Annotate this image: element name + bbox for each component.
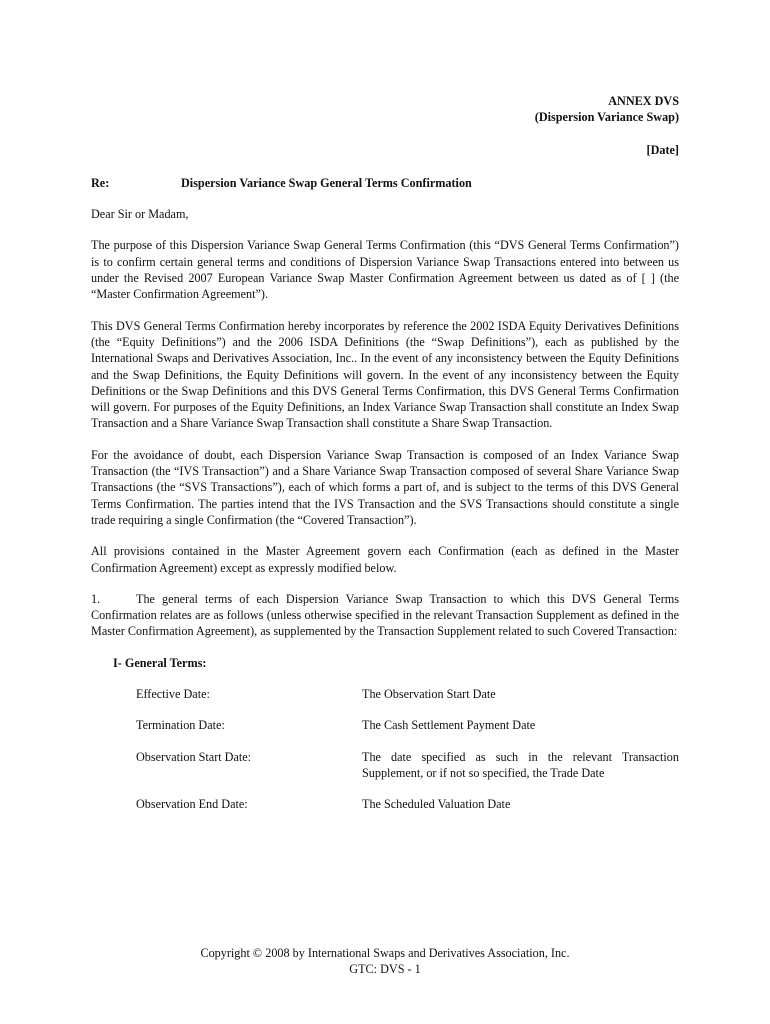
re-subject: Dispersion Variance Swap General Terms Confirmation (181, 175, 472, 190)
term-label: Observation End Date: (136, 797, 248, 812)
term-row (136, 749, 679, 782)
term-row (136, 686, 679, 702)
term-value: The Cash Settlement Payment Date (362, 718, 536, 733)
page-footer (0, 945, 770, 978)
copyright-notice: Copyright © 2008 by International Swaps and Derivatives Association, Inc. (200, 946, 570, 960)
term-label: Termination Date: (136, 718, 225, 733)
salutation: Dear Sir or Madam, (91, 207, 189, 222)
term-label: Observation Start Date: (136, 749, 252, 764)
numbered-paragraph (91, 591, 679, 640)
term-row (136, 796, 679, 812)
provisions-paragraph: All provisions contained in the Master Agreement govern each Confirmation (each as defined in the Master Confirmation Agreement) except as expressly modified below. (91, 544, 679, 575)
avoidance-paragraph: For the avoidance of doubt, each Dispersion Variance Swap Transaction is composed of an Index Variance Swap Transaction (the “IVS Transaction”) and a Share Variance Swap Transaction composed of several Share Variance Swap Transactions (the “SVS Transactions”), each of which forms a part of, and is subject to the terms of this DVS General Terms Confirmation. The parties intend that the IVS Transaction and the SVS Transactions should constitute a single trade requiring a single Confirmation (the “Covered Transaction”). (91, 447, 679, 527)
term-value: The date specified as such in the relevant Transaction Supplement, or if not so specified, the Trade Date (362, 749, 679, 780)
definitions-paragraph: This DVS General Terms Confirmation hereby incorporates by reference the 2002 ISDA Equity Derivatives Definitions (the “Equity Definitions”) and the 2006 ISDA Definitions (the “Swap Definitions”), each as published by the International Swaps and Derivatives Association, Inc.. In the event of any inconsistency between the Equity Definitions and the Swap Definitions, the Equity Definitions will govern. In the event of any inconsistency between the Equity Definitions or the Swap Definitions and this DVS General Terms Confirmation, this DVS General Terms Confirmation will govern. For purposes of the Equity Definitions, an Index Variance Swap Transaction shall constitute an Index Swap Transaction and a Share Variance Swap Transaction shall constitute a Share Swap Transaction. (91, 318, 679, 431)
term-label: Effective Date: (136, 687, 210, 702)
annex-subtitle: (Dispersion Variance Swap) (534, 110, 679, 125)
document-page (91, 93, 679, 828)
purpose-paragraph: The purpose of this Dispersion Variance Swap General Terms Confirmation (this “DVS General Terms Confirmation”) is to confirm certain general terms and conditions of Dispersion Variance Swap Transactions entered into between us under the Revised 2007 European Variance Swap Master Confirmation Agreement between us dated as of [ ] (the “Master Confirmation Agreement”). (91, 238, 679, 302)
re-label: Re: (91, 175, 110, 190)
section-heading: I- General Terms: (113, 655, 207, 670)
re-line (91, 175, 679, 191)
date-placeholder: [Date] (646, 142, 679, 157)
page-number: GTC: DVS - 1 (349, 962, 421, 977)
numbered-text: The general terms of each Dispersion Variance Swap Transaction to which this DVS General Terms Confirmation relates are as follows (unless otherwise specified in the relevant Transaction Supplement as defined in the Master Confirmation Agreement), as supplemented by the Transaction Supplement related to such Covered Transaction: (91, 591, 679, 639)
terms-table (136, 686, 679, 812)
term-value: The Observation Start Date (362, 687, 496, 702)
paragraph-number: 1. (91, 591, 101, 606)
term-value: The Scheduled Valuation Date (362, 797, 511, 812)
annex-title: ANNEX DVS (608, 94, 679, 108)
term-row (136, 717, 679, 733)
